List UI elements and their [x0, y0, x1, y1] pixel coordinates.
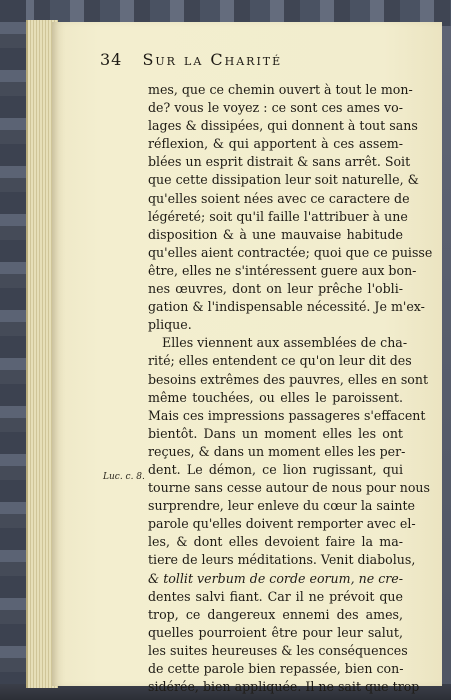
text-line: nes œuvres, dont on leur prêche l'obli-	[148, 281, 403, 297]
margin-reference: Luc. c. 8.	[103, 472, 145, 482]
text-line: plique.	[148, 317, 192, 333]
text-line: que cette dissipation leur soit naturelle, &	[148, 172, 419, 188]
text-line: quelles pourroient être pour leur salut,	[148, 624, 403, 640]
text-line: les, & dont elles devoient faire la ma-	[148, 534, 403, 550]
text-line: réflexion, & qui apportent à ces assem-	[148, 136, 403, 152]
text-line: Mais ces impressions passageres s'effacent	[148, 407, 426, 423]
text-line: bientôt. Dans un moment elles les ont	[148, 425, 403, 441]
text-line: besoins extrêmes des pauvres, elles en sont	[148, 371, 429, 387]
text-line: lages & dissipées, qui donnent à tout sans	[148, 118, 418, 134]
text-line: de? vous le voyez : ce sont ces ames vo-	[148, 100, 403, 116]
text-line: sidérée, bien appliquée. Il ne sait que trop	[148, 679, 420, 695]
page-number: 34	[100, 50, 123, 69]
text-line: mes, que ce chemin ouvert à tout le mon-	[148, 82, 413, 97]
body-text	[148, 81, 433, 696]
running-title: Sur la Charité	[142, 50, 283, 69]
text-line: de cette parole bien repassée, bien con-	[148, 661, 404, 676]
text-line: trop, ce dangereux ennemi des ames,	[148, 606, 403, 622]
text-line: blées un esprit distrait & sans arrêt. Soit	[148, 154, 411, 170]
text-line: tiere de leurs méditations. Venit diabolus,	[148, 552, 416, 568]
text-line: dentes salvi fiant. Car il ne prévoit que	[148, 588, 403, 604]
text-line: tourne sans cesse autour de nous pour nous	[148, 480, 431, 496]
text-line: dent. Le démon, ce lion rugissant, qui	[148, 461, 403, 477]
book-cover-left	[0, 0, 26, 700]
text-line: gation & l'indispensable nécessité. Je m'ex-	[148, 299, 425, 315]
text-line: parole qu'elles doivent remporter avec el-	[148, 516, 416, 532]
text-line: qu'elles aient contractée; quoi que ce puisse	[148, 244, 433, 260]
text-line: rité; elles entendent ce qu'on leur dit des	[148, 353, 412, 369]
text-line: surprendre, leur enleve du cœur la sainte	[148, 498, 415, 514]
text-line: les suites heureuses & les conséquences	[148, 642, 408, 658]
text-line: Elles viennent aux assemblées de cha-	[162, 335, 408, 351]
text-line: reçues, & dans un moment elles les per-	[148, 443, 406, 459]
text-line: être, elles ne s'intéressent guere aux bon-	[148, 262, 417, 278]
text-line: légéreté; soit qu'il faille l'attribuer à une	[148, 208, 408, 224]
page-header	[100, 50, 380, 76]
text-line: qu'elles soient nées avec ce caractere de	[148, 190, 410, 206]
text-line: & tollit verbum de corde eorum, ne cre-	[148, 570, 403, 586]
text-line: même touchées, ou elles le paroissent.	[148, 389, 403, 405]
text-line: disposition & à une mauvaise habitude	[148, 226, 403, 242]
